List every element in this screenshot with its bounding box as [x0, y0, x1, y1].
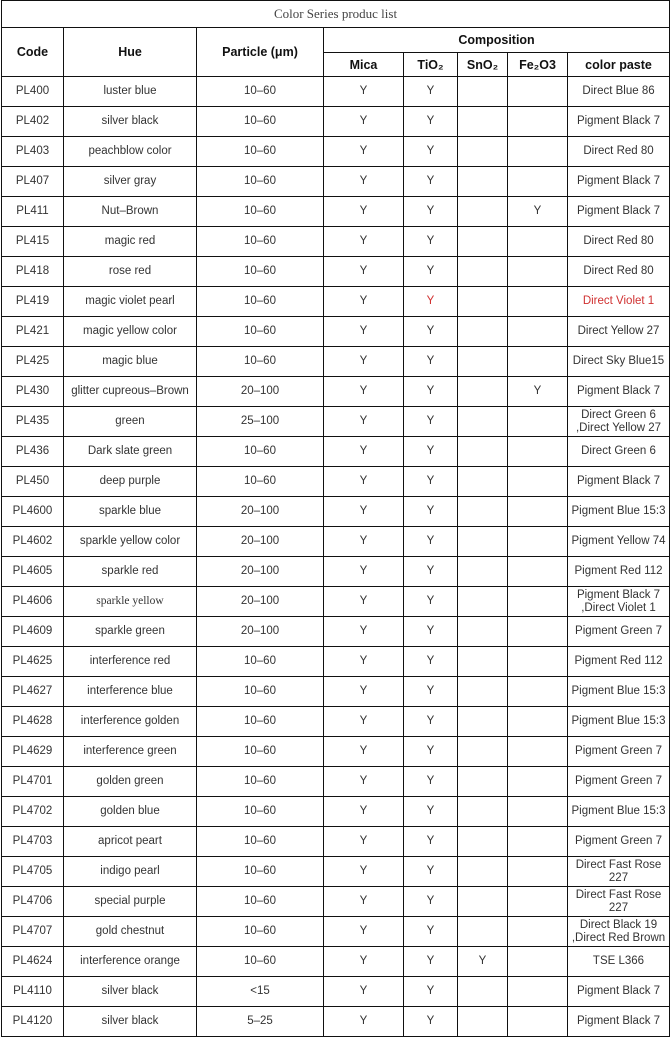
table-row [2, 527, 670, 557]
cell-hue: rose red [64, 257, 197, 287]
cell-particle: 10–60 [197, 227, 324, 257]
cell-code: PL415 [2, 227, 64, 257]
table-row [2, 587, 670, 617]
cell-mica: Y [324, 737, 404, 767]
cell-mica: Y [324, 227, 404, 257]
header-hue: Hue [64, 28, 197, 77]
cell-color-paste: Pigment Black 7 [568, 1007, 670, 1037]
cell-code: PL4701 [2, 767, 64, 797]
cell-color-paste: Direct Blue 86 [568, 77, 670, 107]
cell-particle: 10–60 [197, 167, 324, 197]
cell-tio2: Y [404, 1007, 458, 1037]
cell-code: PL4628 [2, 707, 64, 737]
cell-fe2o3 [508, 77, 568, 107]
cell-code: PL402 [2, 107, 64, 137]
cell-fe2o3 [508, 407, 568, 437]
cell-color-paste: Pigment Black 7 [568, 377, 670, 407]
cell-particle: 10–60 [197, 767, 324, 797]
cell-code: PL436 [2, 437, 64, 467]
cell-mica: Y [324, 527, 404, 557]
cell-sno2 [458, 347, 508, 377]
cell-mica: Y [324, 647, 404, 677]
cell-mica: Y [324, 377, 404, 407]
cell-sno2 [458, 287, 508, 317]
cell-hue: magic violet pearl [64, 287, 197, 317]
cell-code: PL425 [2, 347, 64, 377]
cell-fe2o3 [508, 677, 568, 707]
cell-color-paste: TSE L366 [568, 947, 670, 977]
cell-hue: silver black [64, 1007, 197, 1037]
header-tio2: TiO₂ [404, 53, 458, 77]
cell-tio2: Y [404, 167, 458, 197]
cell-sno2 [458, 797, 508, 827]
cell-color-paste: Pigment Green 7 [568, 767, 670, 797]
cell-sno2 [458, 767, 508, 797]
cell-hue: silver gray [64, 167, 197, 197]
cell-code: PL4625 [2, 647, 64, 677]
cell-particle: 10–60 [197, 347, 324, 377]
cell-code: PL435 [2, 407, 64, 437]
cell-fe2o3 [508, 497, 568, 527]
cell-code: PL4629 [2, 737, 64, 767]
cell-sno2 [458, 917, 508, 947]
cell-sno2 [458, 77, 508, 107]
header-color-paste: color paste [568, 53, 670, 77]
cell-particle: 5–25 [197, 1007, 324, 1037]
cell-hue: Nut–Brown [64, 197, 197, 227]
cell-particle: <15 [197, 977, 324, 1007]
cell-code: PL4707 [2, 917, 64, 947]
cell-tio2: Y [404, 107, 458, 137]
header-code: Code [2, 28, 64, 77]
cell-fe2o3 [508, 437, 568, 467]
header-particle: Particle (μm) [197, 28, 324, 77]
cell-color-paste: Pigment Green 7 [568, 617, 670, 647]
cell-sno2 [458, 587, 508, 617]
cell-particle: 10–60 [197, 317, 324, 347]
table-title: Color Series produc list [2, 1, 670, 28]
cell-code: PL4605 [2, 557, 64, 587]
cell-tio2: Y [404, 497, 458, 527]
cell-fe2o3 [508, 737, 568, 767]
cell-code: PL4609 [2, 617, 64, 647]
cell-tio2: Y [404, 707, 458, 737]
cell-sno2 [458, 647, 508, 677]
cell-tio2: Y [404, 407, 458, 437]
cell-particle: 10–60 [197, 947, 324, 977]
cell-color-paste: Pigment Black 7 [568, 167, 670, 197]
header-sno2: SnO₂ [458, 53, 508, 77]
cell-fe2o3: Y [508, 377, 568, 407]
cell-code: PL411 [2, 197, 64, 227]
cell-sno2 [458, 857, 508, 887]
cell-color-paste: Direct Yellow 27 [568, 317, 670, 347]
cell-color-paste: Direct Sky Blue15 [568, 347, 670, 377]
cell-fe2o3 [508, 557, 568, 587]
cell-fe2o3 [508, 107, 568, 137]
cell-code: PL4606 [2, 587, 64, 617]
cell-mica: Y [324, 587, 404, 617]
cell-color-paste: Pigment Blue 15:3 [568, 677, 670, 707]
cell-sno2 [458, 887, 508, 917]
header-mica: Mica [324, 53, 404, 77]
cell-sno2 [458, 167, 508, 197]
cell-fe2o3 [508, 467, 568, 497]
cell-fe2o3 [508, 977, 568, 1007]
cell-color-paste: Pigment Blue 15:3 [568, 707, 670, 737]
cell-code: PL421 [2, 317, 64, 347]
cell-mica: Y [324, 557, 404, 587]
cell-mica: Y [324, 167, 404, 197]
cell-code: PL403 [2, 137, 64, 167]
cell-fe2o3 [508, 947, 568, 977]
cell-tio2: Y [404, 677, 458, 707]
cell-hue: gold chestnut [64, 917, 197, 947]
cell-color-paste: Direct Green 6 ,Direct Yellow 27 [568, 407, 670, 437]
cell-mica: Y [324, 797, 404, 827]
cell-mica: Y [324, 107, 404, 137]
cell-color-paste: Pigment Green 7 [568, 737, 670, 767]
cell-fe2o3 [508, 827, 568, 857]
cell-code: PL4120 [2, 1007, 64, 1037]
table-row [2, 497, 670, 527]
cell-color-paste: Pigment Black 7 ,Direct Violet 1 [568, 587, 670, 617]
cell-code: PL4624 [2, 947, 64, 977]
table-row [2, 467, 670, 497]
cell-fe2o3 [508, 857, 568, 887]
cell-tio2: Y [404, 77, 458, 107]
table-row [2, 347, 670, 377]
cell-tio2: Y [404, 767, 458, 797]
cell-particle: 10–60 [197, 827, 324, 857]
cell-sno2 [458, 497, 508, 527]
table-row [2, 767, 670, 797]
table-row [2, 137, 670, 167]
cell-fe2o3 [508, 887, 568, 917]
table-row [2, 947, 670, 977]
cell-tio2: Y [404, 647, 458, 677]
cell-mica: Y [324, 947, 404, 977]
cell-hue: magic blue [64, 347, 197, 377]
cell-mica: Y [324, 767, 404, 797]
cell-fe2o3: Y [508, 197, 568, 227]
cell-particle: 10–60 [197, 197, 324, 227]
cell-tio2: Y [404, 257, 458, 287]
cell-tio2: Y [404, 317, 458, 347]
cell-mica: Y [324, 407, 404, 437]
cell-mica: Y [324, 887, 404, 917]
cell-particle: 10–60 [197, 707, 324, 737]
cell-mica: Y [324, 857, 404, 887]
table-row [2, 797, 670, 827]
cell-particle: 10–60 [197, 77, 324, 107]
cell-color-paste: Pigment Blue 15:3 [568, 497, 670, 527]
cell-color-paste: Pigment Black 7 [568, 107, 670, 137]
cell-fe2o3 [508, 647, 568, 677]
cell-hue: sparkle yellow [64, 587, 197, 617]
cell-tio2: Y [404, 857, 458, 887]
header-composition: Composition [324, 28, 670, 53]
cell-code: PL4110 [2, 977, 64, 1007]
cell-hue: silver black [64, 107, 197, 137]
cell-sno2 [458, 137, 508, 167]
table-row [2, 437, 670, 467]
cell-hue: peachblow color [64, 137, 197, 167]
cell-tio2: Y [404, 587, 458, 617]
cell-particle: 20–100 [197, 527, 324, 557]
cell-hue: sparkle green [64, 617, 197, 647]
cell-mica: Y [324, 137, 404, 167]
cell-hue: luster blue [64, 77, 197, 107]
cell-hue: interference golden [64, 707, 197, 737]
cell-hue: interference blue [64, 677, 197, 707]
table-row [2, 107, 670, 137]
cell-hue: magic yellow color [64, 317, 197, 347]
cell-code: PL400 [2, 77, 64, 107]
cell-tio2: Y [404, 947, 458, 977]
cell-tio2: Y [404, 347, 458, 377]
cell-mica: Y [324, 467, 404, 497]
cell-hue: indigo pearl [64, 857, 197, 887]
cell-sno2 [458, 527, 508, 557]
cell-hue: green [64, 407, 197, 437]
cell-mica: Y [324, 197, 404, 227]
cell-hue: interference orange [64, 947, 197, 977]
cell-hue: magic red [64, 227, 197, 257]
table-row [2, 857, 670, 887]
cell-hue: golden blue [64, 797, 197, 827]
table-row [2, 317, 670, 347]
cell-color-paste: Pigment Black 7 [568, 467, 670, 497]
cell-fe2o3 [508, 767, 568, 797]
cell-tio2: Y [404, 617, 458, 647]
cell-particle: 10–60 [197, 887, 324, 917]
cell-fe2o3 [508, 347, 568, 377]
cell-color-paste: Direct Violet 1 [568, 287, 670, 317]
cell-color-paste: Direct Red 80 [568, 257, 670, 287]
table-row [2, 617, 670, 647]
cell-hue: sparkle yellow color [64, 527, 197, 557]
cell-color-paste: Pigment Green 7 [568, 827, 670, 857]
cell-fe2o3 [508, 707, 568, 737]
cell-tio2: Y [404, 227, 458, 257]
cell-mica: Y [324, 287, 404, 317]
cell-tio2: Y [404, 527, 458, 557]
cell-mica: Y [324, 707, 404, 737]
cell-sno2 [458, 737, 508, 767]
cell-mica: Y [324, 437, 404, 467]
cell-fe2o3 [508, 287, 568, 317]
cell-particle: 10–60 [197, 257, 324, 287]
cell-color-paste: Pigment Black 7 [568, 977, 670, 1007]
cell-sno2 [458, 377, 508, 407]
cell-tio2: Y [404, 737, 458, 767]
cell-tio2: Y [404, 917, 458, 947]
cell-color-paste: Pigment Yellow 74 [568, 527, 670, 557]
cell-sno2 [458, 317, 508, 347]
table-row [2, 197, 670, 227]
cell-particle: 10–60 [197, 797, 324, 827]
cell-color-paste: Pigment Black 7 [568, 197, 670, 227]
table-row [2, 887, 670, 917]
cell-particle: 10–60 [197, 647, 324, 677]
cell-particle: 20–100 [197, 377, 324, 407]
cell-fe2o3 [508, 167, 568, 197]
cell-tio2: Y [404, 797, 458, 827]
cell-color-paste: Direct Fast Rose 227 [568, 887, 670, 917]
cell-code: PL4706 [2, 887, 64, 917]
cell-particle: 20–100 [197, 587, 324, 617]
table-row [2, 647, 670, 677]
table-row [2, 557, 670, 587]
cell-particle: 10–60 [197, 107, 324, 137]
cell-color-paste: Pigment Red 112 [568, 557, 670, 587]
cell-code: PL450 [2, 467, 64, 497]
table-row [2, 677, 670, 707]
product-table [1, 0, 670, 1037]
cell-color-paste: Pigment Blue 15:3 [568, 797, 670, 827]
cell-code: PL4703 [2, 827, 64, 857]
cell-mica: Y [324, 317, 404, 347]
cell-fe2o3 [508, 617, 568, 647]
cell-particle: 25–100 [197, 407, 324, 437]
cell-sno2 [458, 977, 508, 1007]
table-row [2, 287, 670, 317]
cell-color-paste: Direct Black 19 ,Direct Red Brown [568, 917, 670, 947]
cell-sno2 [458, 677, 508, 707]
cell-tio2: Y [404, 197, 458, 227]
table-row [2, 737, 670, 767]
cell-particle: 10–60 [197, 917, 324, 947]
cell-code: PL4602 [2, 527, 64, 557]
cell-particle: 20–100 [197, 497, 324, 527]
cell-fe2o3 [508, 257, 568, 287]
cell-hue: silver black [64, 977, 197, 1007]
cell-fe2o3 [508, 137, 568, 167]
cell-fe2o3 [508, 527, 568, 557]
cell-sno2 [458, 617, 508, 647]
cell-mica: Y [324, 827, 404, 857]
cell-code: PL418 [2, 257, 64, 287]
table-row [2, 167, 670, 197]
table-row [2, 407, 670, 437]
cell-fe2o3 [508, 587, 568, 617]
cell-fe2o3 [508, 317, 568, 347]
cell-color-paste: Direct Red 80 [568, 227, 670, 257]
cell-color-paste: Direct Fast Rose 227 [568, 857, 670, 887]
cell-code: PL407 [2, 167, 64, 197]
cell-hue: apricot peart [64, 827, 197, 857]
cell-sno2 [458, 827, 508, 857]
cell-tio2: Y [404, 827, 458, 857]
cell-hue: sparkle red [64, 557, 197, 587]
cell-mica: Y [324, 917, 404, 947]
cell-mica: Y [324, 77, 404, 107]
cell-mica: Y [324, 617, 404, 647]
cell-sno2 [458, 407, 508, 437]
cell-tio2: Y [404, 977, 458, 1007]
cell-code: PL419 [2, 287, 64, 317]
cell-tio2: Y [404, 557, 458, 587]
cell-tio2: Y [404, 437, 458, 467]
cell-tio2: Y [404, 467, 458, 497]
header-fe2o3: Fe₂O3 [508, 53, 568, 77]
cell-code: PL4600 [2, 497, 64, 527]
cell-tio2: Y [404, 887, 458, 917]
cell-sno2 [458, 197, 508, 227]
cell-mica: Y [324, 497, 404, 527]
cell-mica: Y [324, 677, 404, 707]
cell-hue: special purple [64, 887, 197, 917]
cell-sno2 [458, 437, 508, 467]
cell-fe2o3 [508, 227, 568, 257]
cell-color-paste: Pigment Red 112 [568, 647, 670, 677]
table-row [2, 257, 670, 287]
cell-hue: interference red [64, 647, 197, 677]
cell-fe2o3 [508, 917, 568, 947]
table-row [2, 227, 670, 257]
cell-code: PL430 [2, 377, 64, 407]
cell-sno2 [458, 467, 508, 497]
cell-tio2: Y [404, 137, 458, 167]
cell-sno2 [458, 107, 508, 137]
table-row [2, 977, 670, 1007]
table-row [2, 377, 670, 407]
cell-particle: 10–60 [197, 437, 324, 467]
cell-particle: 10–60 [197, 677, 324, 707]
cell-particle: 10–60 [197, 737, 324, 767]
cell-particle: 10–60 [197, 857, 324, 887]
cell-fe2o3 [508, 797, 568, 827]
cell-particle: 20–100 [197, 557, 324, 587]
cell-hue: deep purple [64, 467, 197, 497]
cell-particle: 10–60 [197, 137, 324, 167]
cell-sno2 [458, 557, 508, 587]
cell-color-paste: Direct Green 6 [568, 437, 670, 467]
cell-sno2 [458, 257, 508, 287]
cell-mica: Y [324, 257, 404, 287]
table-row [2, 1007, 670, 1037]
cell-fe2o3 [508, 1007, 568, 1037]
cell-sno2 [458, 1007, 508, 1037]
cell-tio2: Y [404, 287, 458, 317]
cell-sno2 [458, 227, 508, 257]
cell-color-paste: Direct Red 80 [568, 137, 670, 167]
cell-tio2: Y [404, 377, 458, 407]
cell-hue: interference green [64, 737, 197, 767]
table-row [2, 827, 670, 857]
cell-hue: Dark slate green [64, 437, 197, 467]
cell-particle: 10–60 [197, 287, 324, 317]
cell-code: PL4705 [2, 857, 64, 887]
cell-code: PL4702 [2, 797, 64, 827]
cell-particle: 10–60 [197, 467, 324, 497]
table-row [2, 77, 670, 107]
cell-sno2 [458, 707, 508, 737]
cell-hue: golden green [64, 767, 197, 797]
table-row [2, 707, 670, 737]
cell-hue: glitter cupreous–Brown [64, 377, 197, 407]
cell-code: PL4627 [2, 677, 64, 707]
cell-mica: Y [324, 347, 404, 377]
cell-sno2: Y [458, 947, 508, 977]
cell-mica: Y [324, 1007, 404, 1037]
table-row [2, 917, 670, 947]
cell-particle: 20–100 [197, 617, 324, 647]
cell-hue: sparkle blue [64, 497, 197, 527]
cell-mica: Y [324, 977, 404, 1007]
